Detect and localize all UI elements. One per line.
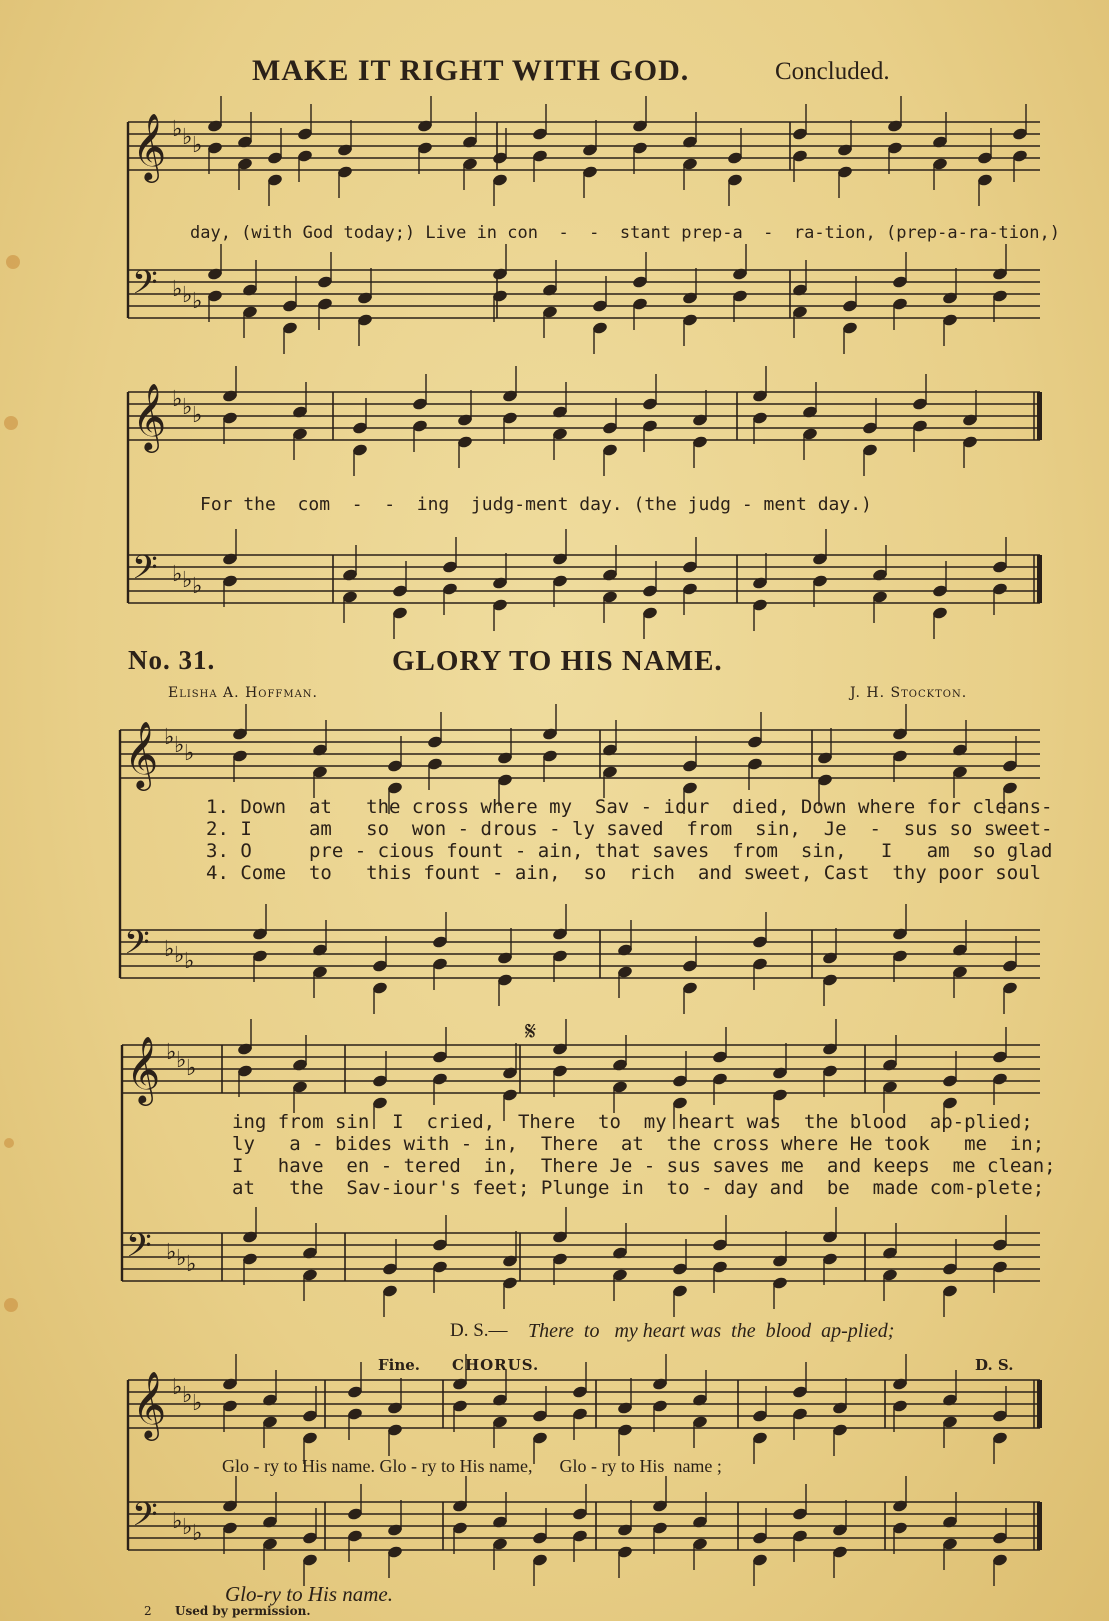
chorus-lyric: Glo - ry to His name. Glo - ry to His name, Glo - ry to His name ; — [222, 1456, 722, 1476]
bass-clef: 𝄢 — [126, 1227, 152, 1273]
flat-sign: ♭ — [182, 395, 193, 420]
final-bar — [1037, 1380, 1042, 1428]
flat-sign: ♭ — [172, 277, 183, 302]
footer-number: 2 — [144, 1604, 152, 1618]
flat-sign: ♭ — [166, 1040, 177, 1065]
ds-mark: D. S. — [975, 1356, 1014, 1374]
treble-clef: 𝄞 — [132, 1370, 167, 1438]
hymn-title: GLORY TO HIS NAME. — [392, 645, 723, 677]
flat-sign: ♭ — [184, 949, 195, 974]
segno-sign: 𝄋 — [525, 1017, 537, 1047]
verse-block — [206, 796, 1052, 884]
flat-sign: ♭ — [172, 1375, 183, 1400]
final-bar — [1037, 1502, 1042, 1550]
footer-permission: Used by permission. — [175, 1604, 311, 1618]
flat-sign: ♭ — [164, 937, 175, 962]
flat-sign: ♭ — [172, 117, 183, 142]
flat-sign: ♭ — [192, 289, 203, 314]
verse-block — [232, 1111, 1056, 1199]
hymn-number: No. 31. — [128, 645, 216, 675]
treble-clef: 𝄞 — [124, 720, 159, 788]
flat-sign: ♭ — [182, 1515, 193, 1540]
flat-sign: ♭ — [182, 125, 193, 150]
flat-sign: ♭ — [192, 1521, 203, 1546]
chorus-label: CHORUS. — [452, 1356, 540, 1374]
bass-clef: 𝄢 — [132, 1496, 158, 1542]
lyric-line: For the com - - ing judg-ment day. (the judg - ment day.) — [200, 494, 872, 515]
composer-credit: J. H. Stockton. — [850, 685, 968, 701]
treble-clef: 𝄞 — [126, 1035, 161, 1103]
verse-line: 2. I am so won - drous - ly saved from sin, Je - sus so sweet- — [206, 818, 1053, 840]
verse-line: 4. Come to this fount - ain, so rich and sweet, Cast thy poor soul — [206, 862, 1042, 884]
flat-sign: ♭ — [182, 1383, 193, 1408]
lyricist-credit: Elisha A. Hoffman. — [168, 685, 319, 701]
flat-sign: ♭ — [192, 403, 203, 428]
bass-clef: 𝄢 — [132, 264, 158, 310]
verse-line: ing from sin I cried, There to my heart was the blood ap-plied; — [232, 1111, 1033, 1133]
flat-sign: ♭ — [174, 943, 185, 968]
flat-sign: ♭ — [186, 1056, 197, 1081]
song-title: MAKE IT RIGHT WITH GOD. — [252, 54, 690, 87]
final-bar — [1037, 392, 1042, 440]
flat-sign: ♭ — [174, 733, 185, 758]
flat-sign: ♭ — [172, 562, 183, 587]
flat-sign: ♭ — [192, 1391, 203, 1416]
flat-sign: ♭ — [192, 133, 203, 158]
flat-sign: ♭ — [176, 1048, 187, 1073]
verse-line: 1. Down at the cross where my Sav - iour died, Down where for cleans- — [206, 796, 1053, 818]
flat-sign: ♭ — [172, 387, 183, 412]
flat-sign: ♭ — [176, 1246, 187, 1271]
flat-sign: ♭ — [182, 283, 193, 308]
flat-sign: ♭ — [192, 574, 203, 599]
bass-clef: 𝄢 — [124, 924, 150, 970]
flat-sign: ♭ — [182, 568, 193, 593]
ds-text: There to my heart was the blood ap-plied; — [528, 1320, 895, 1342]
song-title-suffix: Concluded. — [775, 58, 890, 85]
treble-clef: 𝄞 — [132, 382, 167, 450]
verse-line: 3. O pre - cious fount - ain, that saves from sin, I am so glad — [206, 840, 1053, 862]
verse-line: I have en - tered in, There Je - sus saves me and keeps me clean; — [232, 1155, 1056, 1177]
flat-sign: ♭ — [184, 741, 195, 766]
ds-label: D. S.— — [450, 1320, 508, 1341]
flat-sign: ♭ — [164, 725, 175, 750]
treble-clef: 𝄞 — [132, 112, 167, 180]
chorus-bass-lyric: Glo-ry to His name. — [225, 1582, 393, 1606]
final-bar — [1037, 555, 1042, 603]
bass-clef: 𝄢 — [132, 549, 158, 595]
flat-sign: ♭ — [166, 1240, 177, 1265]
verse-line: at the Sav-iour's feet; Plunge in to - day and be made com-plete; — [232, 1177, 1045, 1199]
fine-label: Fine. — [378, 1356, 421, 1374]
verse-line: ly a - bides with - in, There at the cross where He took me in; — [232, 1133, 1045, 1155]
lyric-line: day, (with God today;) Live in con - - stant prep-a - ra-tion, (prep-a-ra-tion,) — [190, 223, 1060, 243]
flat-sign: ♭ — [172, 1509, 183, 1534]
flat-sign: ♭ — [186, 1252, 197, 1277]
